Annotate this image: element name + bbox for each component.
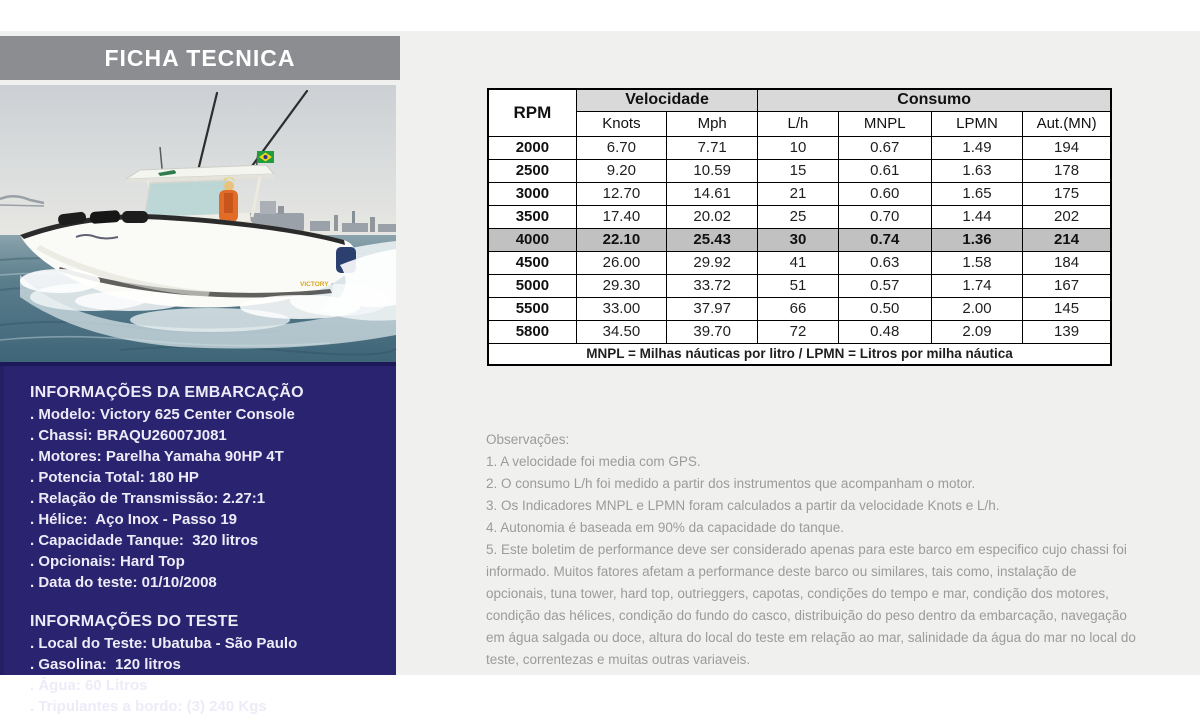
cell-lpmn: 1.65	[931, 182, 1022, 205]
table-row	[488, 297, 1111, 320]
list-item: . Água: 60 Litros	[30, 677, 148, 694]
cell-mnpl: 0.70	[838, 205, 931, 228]
table-row	[488, 182, 1111, 205]
list-item: 5. Este boletim de performance deve ser considerado apenas para este barco em especifico cujo chassi foi informado. Muitos fatores afetam a performance deste barco ou similares, tais como, instalação de opcionais, tuna tower, hard top, outrieggers, capotas, condições do tempo e mar, condição dos motores, condição das hélices, condição do fundo do casco, distribuição do peso dentro da embarcação, navegação em água salgada ou doce, altura do local do teste em relação ao mar, salinidade da água do mar no local do teste, correntezas e muitas outras variaveis.	[486, 542, 1136, 667]
col-header-mnpl: MNPL	[838, 111, 931, 136]
boat-info-list	[30, 404, 382, 593]
info-panel	[0, 362, 396, 715]
cell-rpm: 3500	[488, 205, 576, 228]
list-item: 4. Autonomia é baseada em 90% da capacidade do tanque.	[486, 520, 845, 535]
list-item: . Chassi: BRAQU26007J081	[30, 427, 227, 444]
performance-table-body	[488, 136, 1111, 343]
cell-lpmn: 1.49	[931, 136, 1022, 159]
cell-lh: 66	[758, 297, 838, 320]
cell-mnpl: 0.48	[838, 320, 931, 343]
cell-mph: 39.70	[667, 320, 758, 343]
cell-rpm: 5800	[488, 320, 576, 343]
cell-rpm: 3000	[488, 182, 576, 205]
list-item: . Potencia Total: 180 HP	[30, 469, 199, 486]
cell-mph: 14.61	[667, 182, 758, 205]
col-header-rpm: RPM	[488, 89, 576, 136]
cell-aut: 175	[1023, 182, 1111, 205]
list-item: . Relação de Transmissão: 2.27:1	[30, 490, 266, 507]
list-item: 3. Os Indicadores MNPL e LPMN foram calculados a partir da velocidade Knots e L/h.	[486, 498, 1000, 513]
cell-lpmn: 1.74	[931, 274, 1022, 297]
cell-lh: 51	[758, 274, 838, 297]
test-info-list	[30, 633, 382, 717]
cell-mnpl: 0.74	[838, 228, 931, 251]
cell-rpm: 4500	[488, 251, 576, 274]
col-header-autmn: Aut.(MN)	[1023, 111, 1111, 136]
group-header-consumo: Consumo	[758, 89, 1111, 111]
table-row	[488, 205, 1111, 228]
cell-lh: 30	[758, 228, 838, 251]
cell-knots: 34.50	[576, 320, 666, 343]
cell-knots: 17.40	[576, 205, 666, 228]
table-row	[488, 159, 1111, 182]
list-item: . Data do teste: 01/10/2008	[30, 574, 217, 591]
list-item: 1. A velocidade foi media com GPS.	[486, 454, 701, 469]
col-header-lpmn: LPMN	[931, 111, 1022, 136]
cell-mnpl: 0.60	[838, 182, 931, 205]
cell-rpm: 5500	[488, 297, 576, 320]
test-info-title: INFORMAÇÕES DO TESTE	[30, 613, 239, 630]
cell-knots: 33.00	[576, 297, 666, 320]
cell-lh: 72	[758, 320, 838, 343]
cell-aut: 202	[1023, 205, 1111, 228]
list-item: . Opcionais: Hard Top	[30, 553, 185, 570]
cell-aut: 194	[1023, 136, 1111, 159]
col-header-mph: Mph	[667, 111, 758, 136]
cell-knots: 6.70	[576, 136, 666, 159]
cell-mnpl: 0.50	[838, 297, 931, 320]
cell-mph: 29.92	[667, 251, 758, 274]
table-row	[488, 251, 1111, 274]
cell-mph: 7.71	[667, 136, 758, 159]
cell-lh: 25	[758, 205, 838, 228]
cell-knots: 26.00	[576, 251, 666, 274]
cell-mph: 33.72	[667, 274, 758, 297]
list-item: . Modelo: Victory 625 Center Console	[30, 406, 295, 423]
cell-mph: 25.43	[667, 228, 758, 251]
cell-mph: 37.97	[667, 297, 758, 320]
cell-mnpl: 0.63	[838, 251, 931, 274]
list-item: . Capacidade Tanque: 320 litros	[30, 532, 259, 549]
title-bar	[0, 36, 400, 80]
cell-knots: 9.20	[576, 159, 666, 182]
table-footnote: MNPL = Milhas náuticas por litro / LPMN = Litros por milha náutica	[488, 343, 1111, 365]
cell-mph: 10.59	[667, 159, 758, 182]
cell-aut: 178	[1023, 159, 1111, 182]
observations-title: Observações:	[486, 432, 570, 447]
cell-aut: 184	[1023, 251, 1111, 274]
list-item: . Hélice: Aço Inox - Passo 19	[30, 511, 238, 528]
cell-lpmn: 2.09	[931, 320, 1022, 343]
cell-lh: 21	[758, 182, 838, 205]
observations-block	[486, 429, 1138, 671]
cell-mnpl: 0.57	[838, 274, 931, 297]
table-row	[488, 274, 1111, 297]
col-header-knots: Knots	[576, 111, 666, 136]
cell-lpmn: 2.00	[931, 297, 1022, 320]
cell-aut: 139	[1023, 320, 1111, 343]
observations-list	[486, 451, 1138, 671]
cell-lpmn: 1.44	[931, 205, 1022, 228]
cell-rpm: 5000	[488, 274, 576, 297]
cell-lpmn: 1.36	[931, 228, 1022, 251]
list-item: . Gasolina: 120 litros	[30, 656, 181, 673]
col-header-lh: L/h	[758, 111, 838, 136]
list-item: . Local do Teste: Ubatuba - São Paulo	[30, 635, 298, 652]
table-row	[488, 136, 1111, 159]
group-header-velocidade: Velocidade	[576, 89, 758, 111]
hull-brand-label: VICTORY	[300, 281, 329, 288]
cell-lpmn: 1.58	[931, 251, 1022, 274]
boat-photo-illustration	[0, 85, 396, 362]
cell-lh: 15	[758, 159, 838, 182]
cell-rpm: 4000	[488, 228, 576, 251]
page-title: FICHA TECNICA	[104, 44, 296, 71]
cell-lh: 10	[758, 136, 838, 159]
panel-spacer	[30, 593, 382, 613]
cell-aut: 167	[1023, 274, 1111, 297]
cell-rpm: 2500	[488, 159, 576, 182]
boat-info-title: INFORMAÇÕES DA EMBARCAÇÃO	[30, 384, 304, 401]
list-item: 2. O consumo L/h foi medido a partir dos instrumentos que acompanham o motor.	[486, 476, 976, 491]
boat-photo	[0, 85, 396, 362]
cell-mnpl: 0.61	[838, 159, 931, 182]
cell-mph: 20.02	[667, 205, 758, 228]
cell-knots: 22.10	[576, 228, 666, 251]
cell-knots: 29.30	[576, 274, 666, 297]
performance-table	[487, 88, 1112, 366]
table-row	[488, 320, 1111, 343]
cell-lh: 41	[758, 251, 838, 274]
list-item: . Motores: Parelha Yamaha 90HP 4T	[30, 448, 284, 465]
list-item: . Tripulantes a bordo: (3) 240 Kgs	[30, 698, 267, 715]
cell-rpm: 2000	[488, 136, 576, 159]
cell-mnpl: 0.67	[838, 136, 931, 159]
table-row	[488, 228, 1111, 251]
cell-knots: 12.70	[576, 182, 666, 205]
cell-aut: 214	[1023, 228, 1111, 251]
cell-aut: 145	[1023, 297, 1111, 320]
cell-lpmn: 1.63	[931, 159, 1022, 182]
